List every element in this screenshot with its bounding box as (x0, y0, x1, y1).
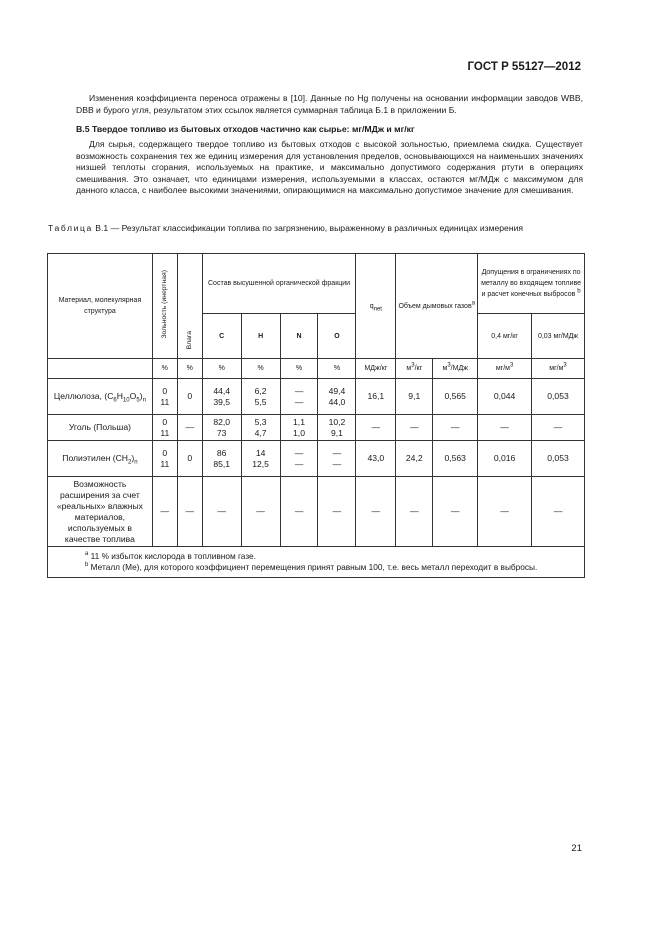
cell-c: — (202, 477, 241, 547)
cell-material: Полиэтилен $(CH_2)_n$ (48, 441, 153, 477)
cell-moisture: 0 (177, 379, 202, 415)
unit-o: % (318, 359, 356, 379)
cell-v2: — (433, 415, 478, 441)
unit-h: % (241, 359, 280, 379)
section-title: Твердое топливо из бытовых отходов частично как сырье: мг/МДж и мг/кг (91, 124, 415, 134)
cell-h: — (241, 477, 280, 547)
cell-v1: 24,2 (396, 441, 433, 477)
cell-c: 82,0 73 (202, 415, 241, 441)
cell-c: 44,4 39,5 (202, 379, 241, 415)
cell-v2: 0,565 (433, 379, 478, 415)
cell-v1: — (396, 415, 433, 441)
cell-material: Уголь (Польша) (48, 415, 153, 441)
cell-v1: — (396, 477, 433, 547)
cell-ash: — (152, 477, 177, 547)
cell-o: — — (318, 441, 356, 477)
cell-n: — — (280, 379, 318, 415)
footnotes (48, 547, 585, 578)
header-c: C (202, 314, 241, 359)
table-row (48, 415, 585, 441)
header-ash: Зольность (инертная) (152, 254, 177, 359)
cell-n: 1,1 1,0 (280, 415, 318, 441)
cell-o: 49,4 44,0 (318, 379, 356, 415)
table-caption (48, 223, 584, 235)
cell-v2: — (433, 477, 478, 547)
cell-o: — (318, 477, 356, 547)
table-row (48, 477, 585, 547)
cell-moisture: — (177, 415, 202, 441)
cell-h: 5,3 4,7 (241, 415, 280, 441)
section-heading (76, 124, 415, 134)
unit-v1: $м^3/кг$ (396, 359, 433, 379)
cell-moisture: 0 (177, 441, 202, 477)
section-number: В.5 (76, 124, 90, 134)
classification-table (47, 253, 585, 578)
unit-v2: $м^3$/МДж (433, 359, 478, 379)
table-row (48, 441, 585, 477)
cell-material: Возможность расширения за счет «реальных» влажных материалов, используемых в качестве топлива (48, 477, 153, 547)
unit-c: % (202, 359, 241, 379)
cell-a2: — (532, 415, 585, 441)
table-caption-label: Таблица (48, 223, 93, 233)
cell-q: — (356, 415, 396, 441)
cell-a2: 0,053 (532, 441, 585, 477)
header-composition: Состав высушенной органической фракции (202, 254, 356, 314)
cell-n: — (280, 477, 318, 547)
cell-a1: — (478, 477, 532, 547)
cell-material: Целлюлоза, $(C_6H_{10}O_5)_n$ (48, 379, 153, 415)
unit-ash: % (152, 359, 177, 379)
cell-a1: 0,016 (478, 441, 532, 477)
cell-ash: 0 11 (152, 379, 177, 415)
cell-a2: 0,053 (532, 379, 585, 415)
cell-c: 86 85,1 (202, 441, 241, 477)
footnote: $^b$ Металл (Ме), для которого коэффициент перемещения принят равным 100, т.е. весь металл переходит в выбросы. (85, 562, 538, 572)
cell-q: 16,1 (356, 379, 396, 415)
document-code: ГОСТ Р 55127—2012 (467, 61, 581, 73)
header-h: H (241, 314, 280, 359)
table-caption-text: В.1 — Результат классификации топлива по загрязнению, выраженному в различных единицах измерения (95, 223, 524, 233)
header-n: N (280, 314, 318, 359)
unit-n: % (280, 359, 318, 379)
unit-moisture: % (177, 359, 202, 379)
cell-a2: — (532, 477, 585, 547)
section-body: Для сырья, содержащего твердое топливо из бытовых отходов с высокой зольностью, приемлема скидка. Существует возможность сохранения тех же единиц измерения для установления пределов, основывающихся на наименьших значениях низшей теплоты сгорания, используемых на практике, и максимально допустимого содержания ртути в операциях смешивания. Это означает, что единицами измерения, используемыми в классах, остаются мг/МДж с максимумом для данного класса, с наиболее высокими значениями, опирающимися на максимально допустимое значение для смешивания. (76, 139, 583, 196)
cell-a1: 0,044 (478, 379, 532, 415)
cell-o: 10,2 9,1 (318, 415, 356, 441)
unit-q: МДж/кг (356, 359, 396, 379)
header-o: O (318, 314, 356, 359)
footnotes-row (48, 547, 585, 578)
header-qnet: $q_{net}$ (356, 254, 396, 359)
header-allow-1: 0,4 мг/кг (478, 314, 532, 359)
header-allow-2: 0,03 мг/МДж (532, 314, 585, 359)
units-row (48, 359, 585, 379)
cell-h: 6,2 5,5 (241, 379, 280, 415)
header-allowance: Допущения в ограничениях по металлу во входящем топливе и расчет конечных выбросов $^b$ (478, 254, 585, 314)
table-row (48, 379, 585, 415)
cell-v2: 0,563 (433, 441, 478, 477)
page-number: 21 (571, 843, 582, 854)
footnote: $^a$ 11 % избыток кислорода в топливном газе. (85, 551, 256, 561)
header-moisture: Влага (177, 254, 202, 359)
paragraph-intro: Изменения коэффициента переноса отражены в [10]. Данные по Hg получены на основании информации заводов WBB, DBB и бурого угля, результатом этих ссылок является суммарная таблица Б.1 в приложении Б. (76, 93, 583, 115)
unit-a1: $мг/м^3$ (478, 359, 532, 379)
unit-a2: $мг/м^3$ (532, 359, 585, 379)
cell-q: 43,0 (356, 441, 396, 477)
cell-n: — — (280, 441, 318, 477)
cell-ash: 0 11 (152, 415, 177, 441)
cell-q: — (356, 477, 396, 547)
header-material: Материал, молекулярная структура (48, 254, 153, 359)
cell-h: 14 12,5 (241, 441, 280, 477)
header-flue-gas-volume: Объем дымовых газов$^а$ (396, 254, 478, 359)
cell-v1: 9,1 (396, 379, 433, 415)
cell-a1: — (478, 415, 532, 441)
cell-moisture: — (177, 477, 202, 547)
cell-ash: 0 11 (152, 441, 177, 477)
